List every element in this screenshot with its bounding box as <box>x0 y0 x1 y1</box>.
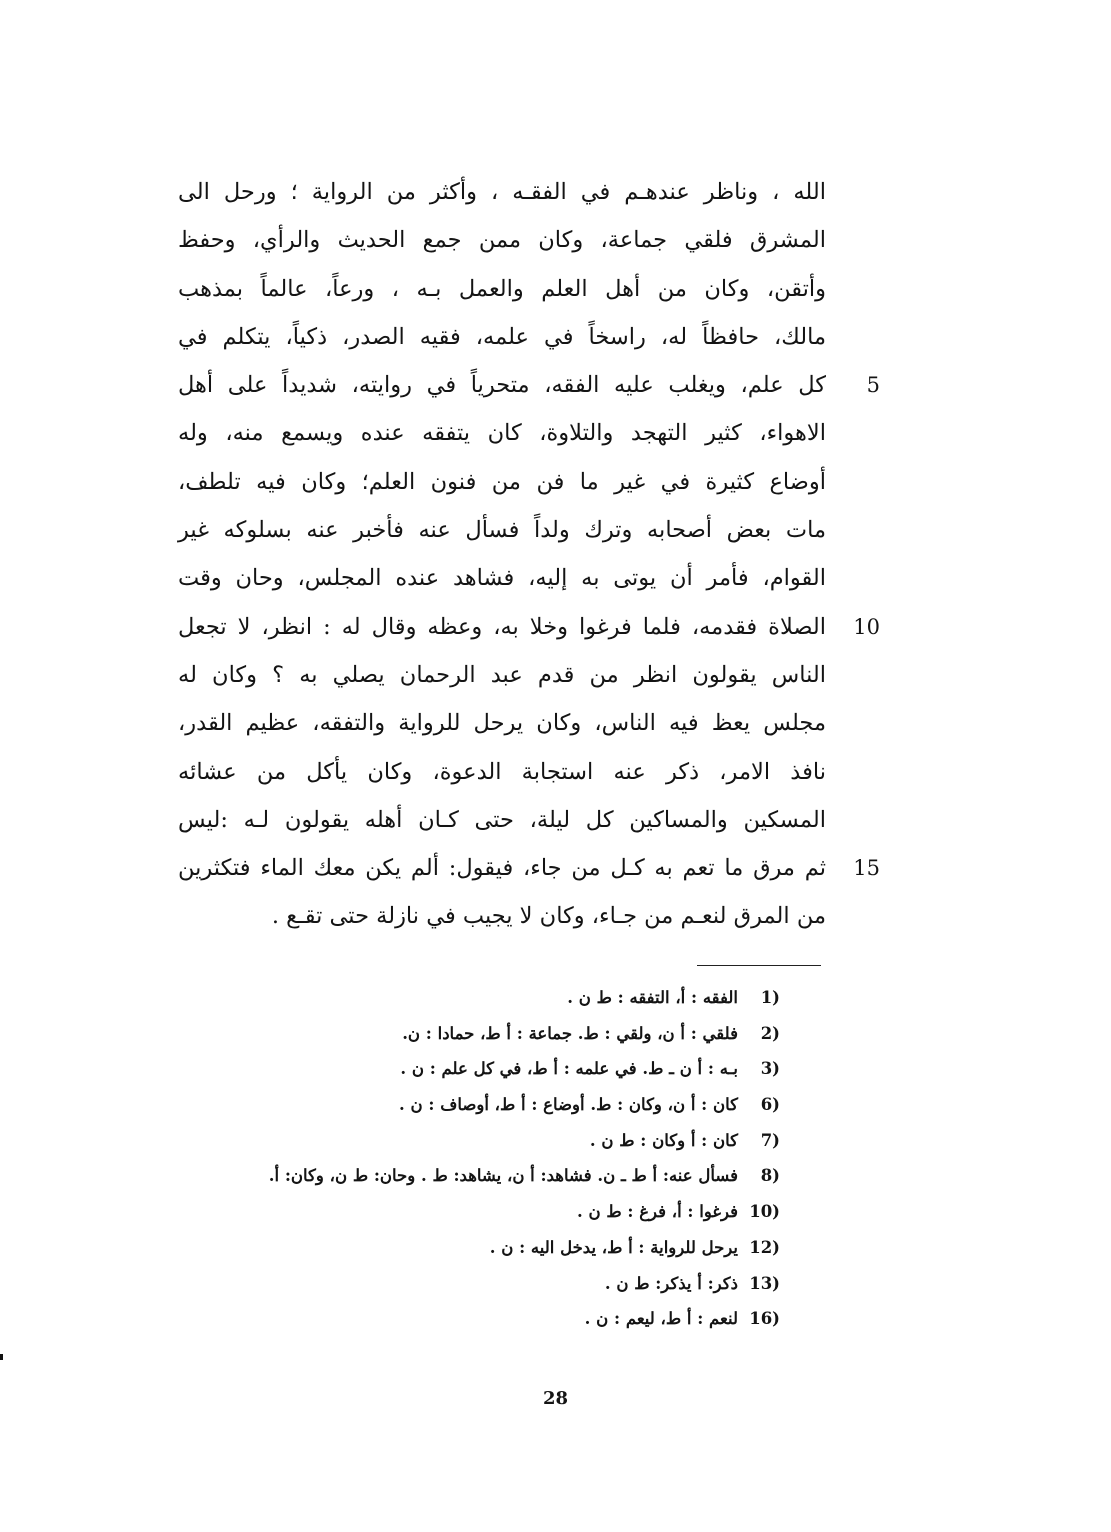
footnote-number: 12) <box>749 1237 780 1257</box>
footnote-text: كان : أ وكان : ط ن . <box>589 1130 738 1150</box>
footnote-number: 10) <box>749 1202 780 1222</box>
line-number: 10 <box>853 614 880 639</box>
footnote-text: الفقه : أ، التفقه : ط ن . <box>567 988 738 1007</box>
footnote-number: 8) <box>760 1166 780 1186</box>
main-text-body <box>178 168 826 941</box>
footnote-text: فسأل عنه: أ ط ـ ن. فشاهد: أ ن، يشاهد: ط . وحان: ط ن، وكان: أ. <box>268 1166 738 1186</box>
footnote-text: بـه : أ ن ـ ط. في علمه : أ ط، في كل علم : ن . <box>400 1059 738 1079</box>
footnote-number: 16) <box>749 1309 780 1329</box>
text-line: الناس يقولون انظر من قدم عبد الرحمان يصلي به ؟ وكان له <box>178 661 826 688</box>
footnote <box>180 1123 780 1159</box>
footnote <box>180 1016 780 1052</box>
footnote-number: 2) <box>760 1023 780 1043</box>
footnote-text: ذكر: أ يذكر: ط ن . <box>604 1273 738 1293</box>
text-line: الاهواء، كثير التهجد والتلاوة، كان يتفقه عنده ويسمع منه، وله <box>178 420 826 447</box>
text-line: من المرق لنعـم من جـاء، وكان لا يجيب في نازلة حتى تقـع . <box>271 903 826 930</box>
text-line: مات بعض أصحابه وترك ولداً فسأل عنه فأخبر عنه بسلوكه غير <box>178 517 826 544</box>
text-line: كل علم، ويغلب عليه الفقه، متحرياً في روايته، شديداً على أهل <box>178 372 826 399</box>
line-number: 15 <box>853 856 880 881</box>
text-line: الصلاة فقدمه، فلما فرغوا وخلا به، وعظه وقال له : انظر، لا تجعل <box>178 613 826 640</box>
footnote-text: فرغوا : أ، فرغ : ط ن . <box>577 1202 738 1222</box>
footnote <box>180 980 780 1016</box>
footnote <box>180 1266 780 1302</box>
footnote-text: يرحل للرواية : أ ط، يدخل اليه : ن . <box>489 1237 738 1257</box>
footnote <box>180 1158 780 1194</box>
footnote-number: 1) <box>760 988 780 1007</box>
text-line: وأتقن، وكان من أهل العلم والعمل بـه ، ورعاً، عالماً بمذهب <box>178 275 826 302</box>
footnote-text: كان : أ ن، وكان : ط. أوضاع : أ ط، أوصاف : ن . <box>399 1095 738 1115</box>
footnote-number: 3) <box>760 1059 780 1079</box>
footnote-number: 7) <box>760 1130 780 1150</box>
text-line: المشرق فلقي جماعة، وكان ممن جمع الحديث والرأي، وحفظ <box>178 227 826 254</box>
footnote-text: لنعم : أ ط، ليعم : ن . <box>584 1309 738 1329</box>
scan-artifact-mark <box>0 1354 3 1360</box>
footnote-text: فلقي : أ ن، ولقي : ط. جماعة : أ ط، حمادا : ن. <box>402 1023 738 1043</box>
line-number: 5 <box>866 373 880 398</box>
text-line: مالك، حافظاً له، راسخاً في علمه، فقيه الصدر، ذكياً، يتكلم في <box>178 323 826 350</box>
page-number: 28 <box>542 1388 569 1409</box>
text-line: القوام، فأمر أن يوتى به إليه، فشاهد عنده المجلس، وحان وقت <box>178 565 826 592</box>
footnote <box>180 1301 780 1337</box>
footnote <box>180 1194 780 1230</box>
text-line: الله ، وناظر عندهـم في الفقـه ، وأكثر من الرواية ؛ ورحل الى <box>178 179 826 205</box>
footnote-number: 6) <box>760 1095 780 1115</box>
footnote <box>180 1230 780 1266</box>
footnote <box>180 1087 780 1123</box>
text-line: نافذ الامر، ذكر عنه استجابة الدعوة، وكان يأكل من عشائه <box>178 758 826 785</box>
text-line: ثم مرق ما تعم به كـل من جاء، فيقول: ألم يكن معك الماء فتكثرين <box>178 855 826 882</box>
footnote-number: 13) <box>749 1273 780 1293</box>
footnote-list <box>180 980 780 1337</box>
footnote-divider <box>697 965 821 966</box>
text-line: المسكين والمساكين كل ليلة، حتى كـان أهله يقولون لـه :ليس <box>178 806 826 833</box>
footnote <box>180 1051 780 1087</box>
text-line: أوضاع كثيرة في غير ما فن من فنون العلم؛ وكان فيه تلطف، <box>178 468 826 495</box>
text-line: مجلس يعظ فيه الناس، وكان يرحل للرواية والتفقه، عظيم القدر، <box>178 710 826 737</box>
